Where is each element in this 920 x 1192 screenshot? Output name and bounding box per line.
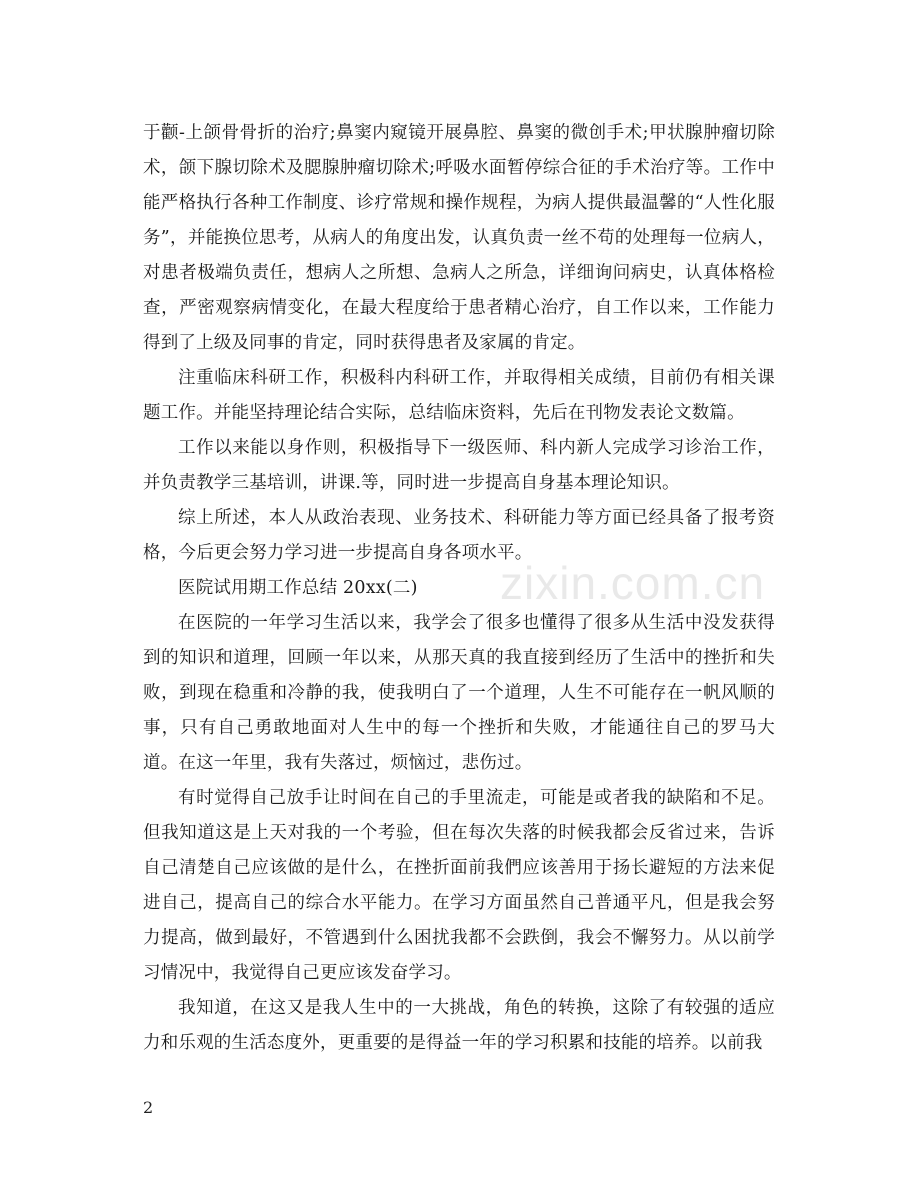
paragraph: 有时觉得自己放手让时间在自己的手里流走，可能是或者我的缺陷和不足。但我知道这是上天对我的一个考验，但在每次失落的时候我都会反省过来，告诉自己清楚自己应该做的是什么，在挫折面前我們应该善用于扬长避短的方法来促进自己，提高自己的综合水平能力。在学习方面虽然自己普通平凡，但是我会努力提高，做到最好，不管遇到什么困扰我都不会跌倒，我会不懈努力。从以前学习情况中，我觉得自己更应该发奋学习。: [143, 788, 775, 983]
section-heading: 医院试用期工作总结 20xx(二): [178, 578, 418, 598]
paragraph: 于颧-上颌骨骨折的治疗;鼻窦内窥镜开展鼻腔、鼻窦的微创手术;甲状腺肿瘤切除术，颌下腺切除术及腮腺肿瘤切除术;呼吸水面暂停综合征的手术治疗等。工作中能严格执行各种工作制度、诊疗常规和操作规程，为病人提供最温馨的“人性化服务”，并能换位思考，从病人的角度出发，认真负责一丝不苟的处理每一位病人，对患者极端负责任，想病人之所想、急病人之所急，详细询问病史，认真体格检查，严密观察病情变化，在最大程度给于患者精心治疗，自工作以来，工作能力得到了上级及同事的肯定，同时获得患者及家属的肯定。: [143, 123, 775, 353]
document-body: [143, 116, 775, 1061]
paragraph: 综上所述，本人从政治表现、业务技术、科研能力等方面已经具备了报考资格，今后更会努力学习进一步提高自身各项水平。: [143, 508, 775, 563]
page-number: 2: [143, 1098, 154, 1117]
paragraph: 在医院的一年学习生活以来，我学会了很多也懂得了很多从生活中没发获得到的知识和道理，回顾一年以来，从那天真的我直接到经历了生活中的挫折和失败，到现在稳重和冷静的我，使我明白了一个道理，人生不可能存在一帆风顺的事，只有自己勇敢地面对人生中的每一个挫折和失败，才能通往自己的罗马大道。在这一年里，我有失落过，烦恼过，悲伤过。: [143, 613, 775, 773]
paragraph: 注重临床科研工作，积极科内科研工作，并取得相关成绩，目前仍有相关课题工作。并能坚持理论结合实际，总结临床资料，先后在刊物发表论文数篇。: [143, 368, 775, 423]
watermark: zixin.com.cn: [500, 557, 766, 609]
paragraph: 工作以来能以身作则，积极指导下一级医师、科内新人完成学习诊治工作，并负责教学三基培训，讲课.等，同时进一步提高自身基本理论知识。: [143, 438, 775, 493]
paragraph: 我知道，在这又是我人生中的一大挑战，角色的转换，这除了有较强的适应力和乐观的生活态度外，更重要的是得益一年的学习积累和技能的培养。以前我: [143, 998, 775, 1053]
